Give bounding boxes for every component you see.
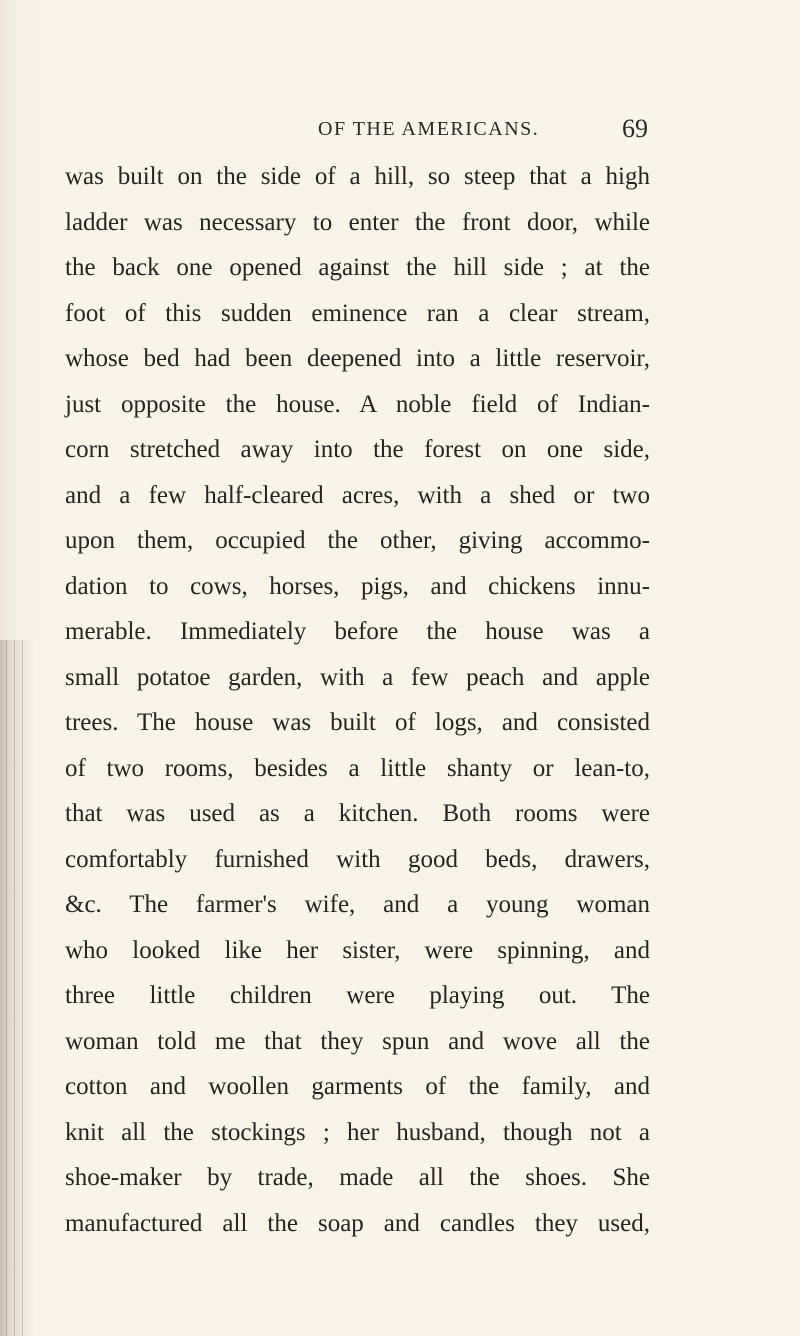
text-line: cotton and woollen garments of the family, and <box>65 1073 650 1100</box>
text-line: knit all the stockings ; her husband, though not a <box>65 1118 650 1146</box>
text-line: &c. The farmer's wife, and a young woman <box>65 891 650 918</box>
text-line: who looked like her sister, were spinning, and <box>65 936 650 964</box>
running-head <box>0 114 800 146</box>
text-line: three little children were playing out. The <box>65 982 650 1009</box>
gutter-line <box>6 640 7 1336</box>
text-line: and a few half-cleared acres, with a shed or two <box>65 481 650 509</box>
running-title: OF THE AMERICANS. <box>318 118 540 140</box>
text-line: woman told me that they spun and wove all the <box>65 1027 650 1055</box>
text-line: of two rooms, besides a little shanty or lean-to, <box>65 754 650 782</box>
text-line: that was used as a kitchen. Both rooms were <box>65 800 650 827</box>
text-line: ladder was necessary to enter the front door, while <box>65 208 650 236</box>
text-line: corn stretched away into the forest on one side, <box>65 436 650 463</box>
text-line: shoe-maker by trade, made all the shoes. She <box>65 1164 650 1191</box>
text-line: comfortably furnished with good beds, drawers, <box>65 845 650 873</box>
gutter-line <box>22 640 23 1336</box>
text-line: just opposite the house. A noble field of Indian- <box>65 390 650 418</box>
text-line: trees. The house was built of logs, and consisted <box>65 709 650 736</box>
text-line: manufactured all the soap and candles they used, <box>65 1209 650 1237</box>
page-number: 69 <box>622 114 648 143</box>
text-line: dation to cows, horses, pigs, and chickens innu- <box>65 572 650 600</box>
text-line: upon them, occupied the other, giving accommo- <box>65 527 650 554</box>
text-line: whose bed had been deepened into a little reservoir, <box>65 345 650 372</box>
text-line: small potatoe garden, with a few peach and apple <box>65 663 650 691</box>
gutter-line <box>14 640 15 1336</box>
text-line: merable. Immediately before the house was a <box>65 618 650 645</box>
text-line: the back one opened against the hill side ; at the <box>65 254 650 281</box>
body-text <box>65 154 650 1246</box>
text-line: foot of this sudden eminence ran a clear stream, <box>65 299 650 327</box>
text-line: was built on the side of a hill, so steep that a high <box>65 163 650 190</box>
